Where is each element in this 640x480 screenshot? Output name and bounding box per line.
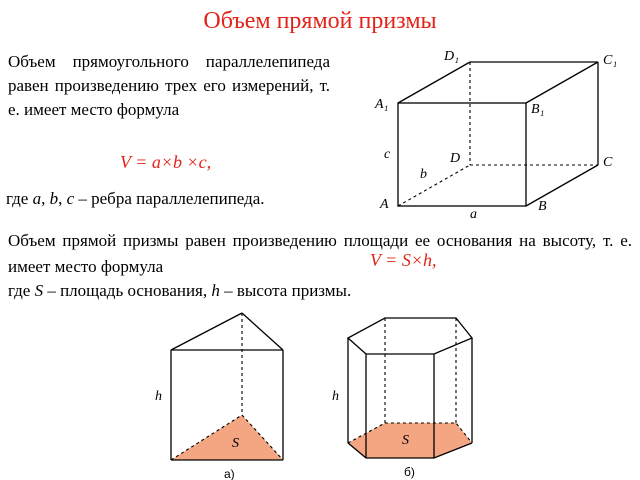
label-d: D [450, 151, 461, 166]
edge-b-var: b [49, 189, 59, 208]
tri-caption: а) [224, 467, 235, 480]
height-var: h [211, 281, 220, 300]
formula-box-volume: V = a×b ×c, [120, 152, 212, 172]
prism-note-mid: – площадь основания, [43, 281, 212, 300]
hex-base-label: S [402, 433, 409, 448]
label-b: B [538, 199, 547, 214]
label-a-edge: a [470, 207, 477, 222]
area-var: S [34, 281, 44, 300]
label-a: A [380, 197, 389, 212]
prism-note-suffix: – высота призмы. [219, 281, 352, 300]
prism-note-prefix: где [8, 281, 35, 300]
page-title: Объем прямой призмы [203, 8, 437, 34]
edges-note-suffix: – ребра параллелепипеда. [74, 189, 265, 208]
label-a1: A₁ [375, 97, 389, 112]
tri-height-label: h [155, 389, 162, 404]
label-b-edge: b [420, 167, 427, 182]
edge-c-var: c [66, 189, 75, 208]
hex-height-label: h [332, 389, 339, 404]
edges-note-sep1: , [41, 189, 50, 208]
hex-caption: б) [404, 465, 415, 479]
edge-a-var: a [32, 189, 42, 208]
label-d1: D₁ [444, 49, 459, 64]
edges-note-sep2: , [58, 189, 67, 208]
label-c: C [603, 155, 613, 170]
paragraph-box-volume: Объем прямоугольного параллелепипеда равен произведению трех его измерений, т. е. имеет место формула [8, 52, 330, 119]
paragraph-prism-volume: Объем прямой призмы равен произведению площади ее основания на высоту, т. е. имеет место формула [8, 231, 632, 276]
tri-base-label: S [232, 436, 239, 451]
edges-note-prefix: где [6, 189, 33, 208]
hex-top-face [348, 318, 472, 354]
label-c-edge: c [384, 147, 391, 162]
label-b1: B₁ [531, 102, 545, 117]
label-c1: C₁ [603, 53, 618, 68]
formula-prism-volume: V = S×h, [370, 250, 437, 270]
